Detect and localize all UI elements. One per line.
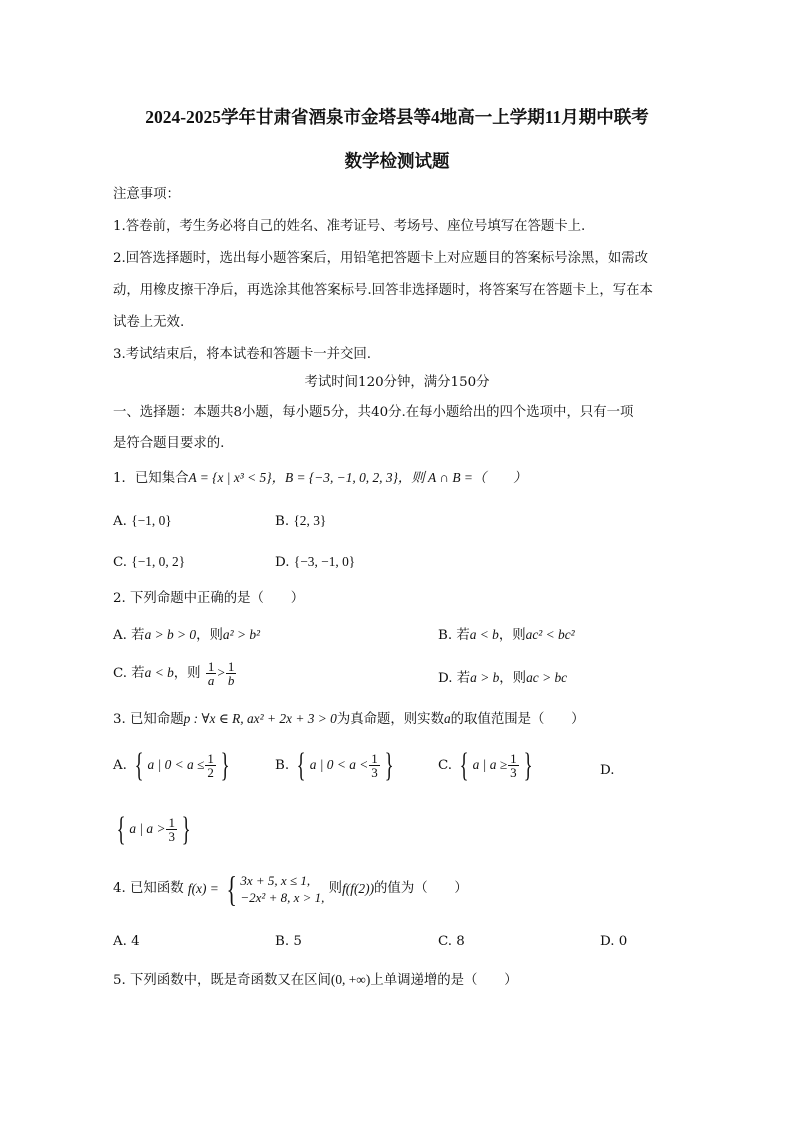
question-4-stem: 4. 已知函数 f(x) = { 3x + 5, x ≤ 1, −2x² + 8, x > 1, 则f(f(2))的值为（ ） — [113, 869, 468, 909]
notice-item-2-line-1: 2.回答选择题时，选出每小题答案后，用铅笔把答题卡上对应题目的答案标号涂黑，如需改 — [113, 251, 649, 266]
q1-option-d: D. {−3, −1, 0} — [275, 554, 356, 570]
notice-heading: 注意事项： — [113, 187, 180, 202]
notice-item-1: 1.答卷前，考生务必将自己的姓名、准考证号、考场号、座位号填写在答题卡上. — [113, 219, 586, 234]
question-2-stem: 2. 下列命题中正确的是（ ） — [113, 591, 305, 606]
fraction-1-over-a: $\frac{1}{a}$ — [207, 659, 215, 688]
fraction-1-over-b: $\frac{1}{b}$ — [227, 659, 235, 688]
q2-option-b: B. 若a < b，则ac² < bc² — [438, 627, 575, 643]
piecewise-cases: 3x + 5, x ≤ 1, −2x² + 8, x > 1, — [240, 873, 325, 905]
q3-option-d-label: D. — [600, 763, 615, 778]
q1-option-a: A. {−1, 0} — [113, 513, 172, 529]
question-1-stem — [113, 469, 526, 488]
q4-option-c: C. 8 — [438, 934, 465, 949]
exam-subtitle: 数学检测试题 — [344, 151, 450, 171]
q4-option-d: D. 0 — [600, 934, 628, 949]
q1-prefix: 1．已知集合 — [113, 471, 189, 486]
q1-option-b: B. {2, 3} — [275, 513, 327, 529]
q4-option-b: B. 5 — [275, 934, 302, 949]
exam-time: 考试时间120分钟，满分150分 — [304, 375, 490, 390]
q2-option-a: A. 若a > b > 0，则a² > b² — [113, 627, 261, 643]
q3-option-c: C. { a | a ≥ $\frac{1}{3}$ } — [438, 746, 533, 784]
question-5-stem: 5. 下列函数中，既是奇函数又在区间(0, +∞)上单调递增的是（ ） — [113, 972, 518, 988]
q1-option-c: C. {−1, 0, 2} — [113, 554, 186, 570]
q2-option-c: C. 若a < b，则 $\frac{1}{a}$ > $\frac{1}{b}$ — [113, 659, 235, 688]
section-1-line-1: 一、选择题：本题共8小题，每小题5分，共40分.在每小题给出的四个选项中，只有一项 — [113, 405, 634, 420]
question-3-stem: 3. 已知命题p : ∀x ∈ R, ax² + 2x + 3 > 0为真命题，则实数a的取值范围是（ ） — [113, 711, 585, 727]
q3-option-b: B. { a | 0 < a < $\frac{1}{3}$ } — [275, 746, 394, 784]
notice-item-3: 3.考试结束后，将本试卷和答题卡一并交回. — [113, 347, 372, 362]
q4-option-a: A. 4 — [113, 934, 140, 949]
section-1-line-2: 是符合题目要求的. — [113, 436, 225, 451]
q3-option-a: A. { a | 0 < a ≤ $\frac{1}{2}$ } — [113, 746, 230, 784]
notice-item-2-line-3: 试卷上无效. — [113, 315, 185, 330]
q3-option-d: { a | a > $\frac{1}{3}$ } — [116, 810, 191, 848]
exam-title: 2024-2025学年甘肃省酒泉市金塔县等4地高一上学期11月期中联考 — [145, 107, 649, 127]
q1-set-b: ，B = {−3, −1, 0, 2, 3} — [271, 470, 398, 485]
notice-item-2-line-2: 动，用橡皮擦干净后，再选涂其他答案标号.回答非选择题时，将答案写在答题卡上，写在本 — [113, 283, 653, 298]
q1-ask: ，则 A ∩ B =（ ） — [397, 470, 527, 485]
q1-set-a: A = {x | x³ < 5} — [188, 470, 272, 485]
q2-option-d: D. 若a > b，则ac > bc — [438, 670, 568, 686]
